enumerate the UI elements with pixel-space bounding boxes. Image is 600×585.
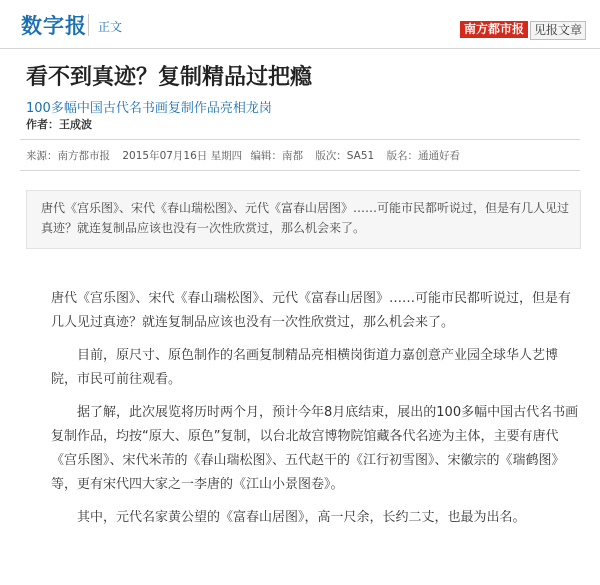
site-logo[interactable]: 数字报 [21,14,87,38]
newspaper-logo: 南方都市报 [460,21,528,38]
paragraph: 唐代《宫乐图》、宋代《春山瑞松图》、元代《富春山居图》……可能市民都听说过，但是有几人见过真迹？就连复制品应该也没有一次性欣赏过，那么机会来了。 [51,291,572,330]
meta-source: 来源：南方都市报 [26,150,110,162]
meta-page: 版次：SA51 [315,150,375,162]
section-label: 正文 [98,20,123,34]
divider [20,170,580,171]
article-meta [26,148,465,163]
meta-editor: 编辑：南都 [250,150,303,162]
meta-date: 2015年07月16日 星期四 [122,150,243,162]
paragraph: 据了解，此次展览将历时两个月，预计今年8月底结束，展出的100多幅中国古代名书画复制作品，均按“原大、原色”复制，以台北故宫博物院馆藏各代名迹为主体，主要有唐代《宫乐图》、宋代米芾的《春山瑞松图》、五代赵干的《江行初雪图》、宋徽宗的《瑞鹤图》等，更有宋代四大家之一李唐的《江山小景图卷》。 [51,405,579,492]
article-summary: 唐代《宫乐图》、宋代《春山瑞松图》、元代《富春山居图》……可能市民都听说过，但是有几人见过真迹？就连复制品应该也没有一次性欣赏过，那么机会来了。 [26,190,581,249]
article-author: 作者：王成波 [26,118,92,131]
meta-column: 版名：通通好看 [386,150,461,162]
article-body [51,287,583,539]
paragraph: 目前，原尺寸、原色制作的名画复制精品亮相横岗街道力嘉创意产业园全球华人艺博院，市民可前往观看。 [51,348,559,387]
top-bar [0,0,600,49]
divider [20,139,580,140]
header-divider [88,14,89,36]
article-subtitle: 100多幅中国古代名书画复制作品亮相龙岗 [26,101,272,116]
paragraph: 其中，元代名家黄公望的《富春山居图》，高一尺余，长约二丈，也最为出名。 [77,510,526,525]
article-title: 看不到真迹？复制精品过把瘾 [26,65,313,90]
see-article-button[interactable]: 见报文章 [530,21,586,40]
